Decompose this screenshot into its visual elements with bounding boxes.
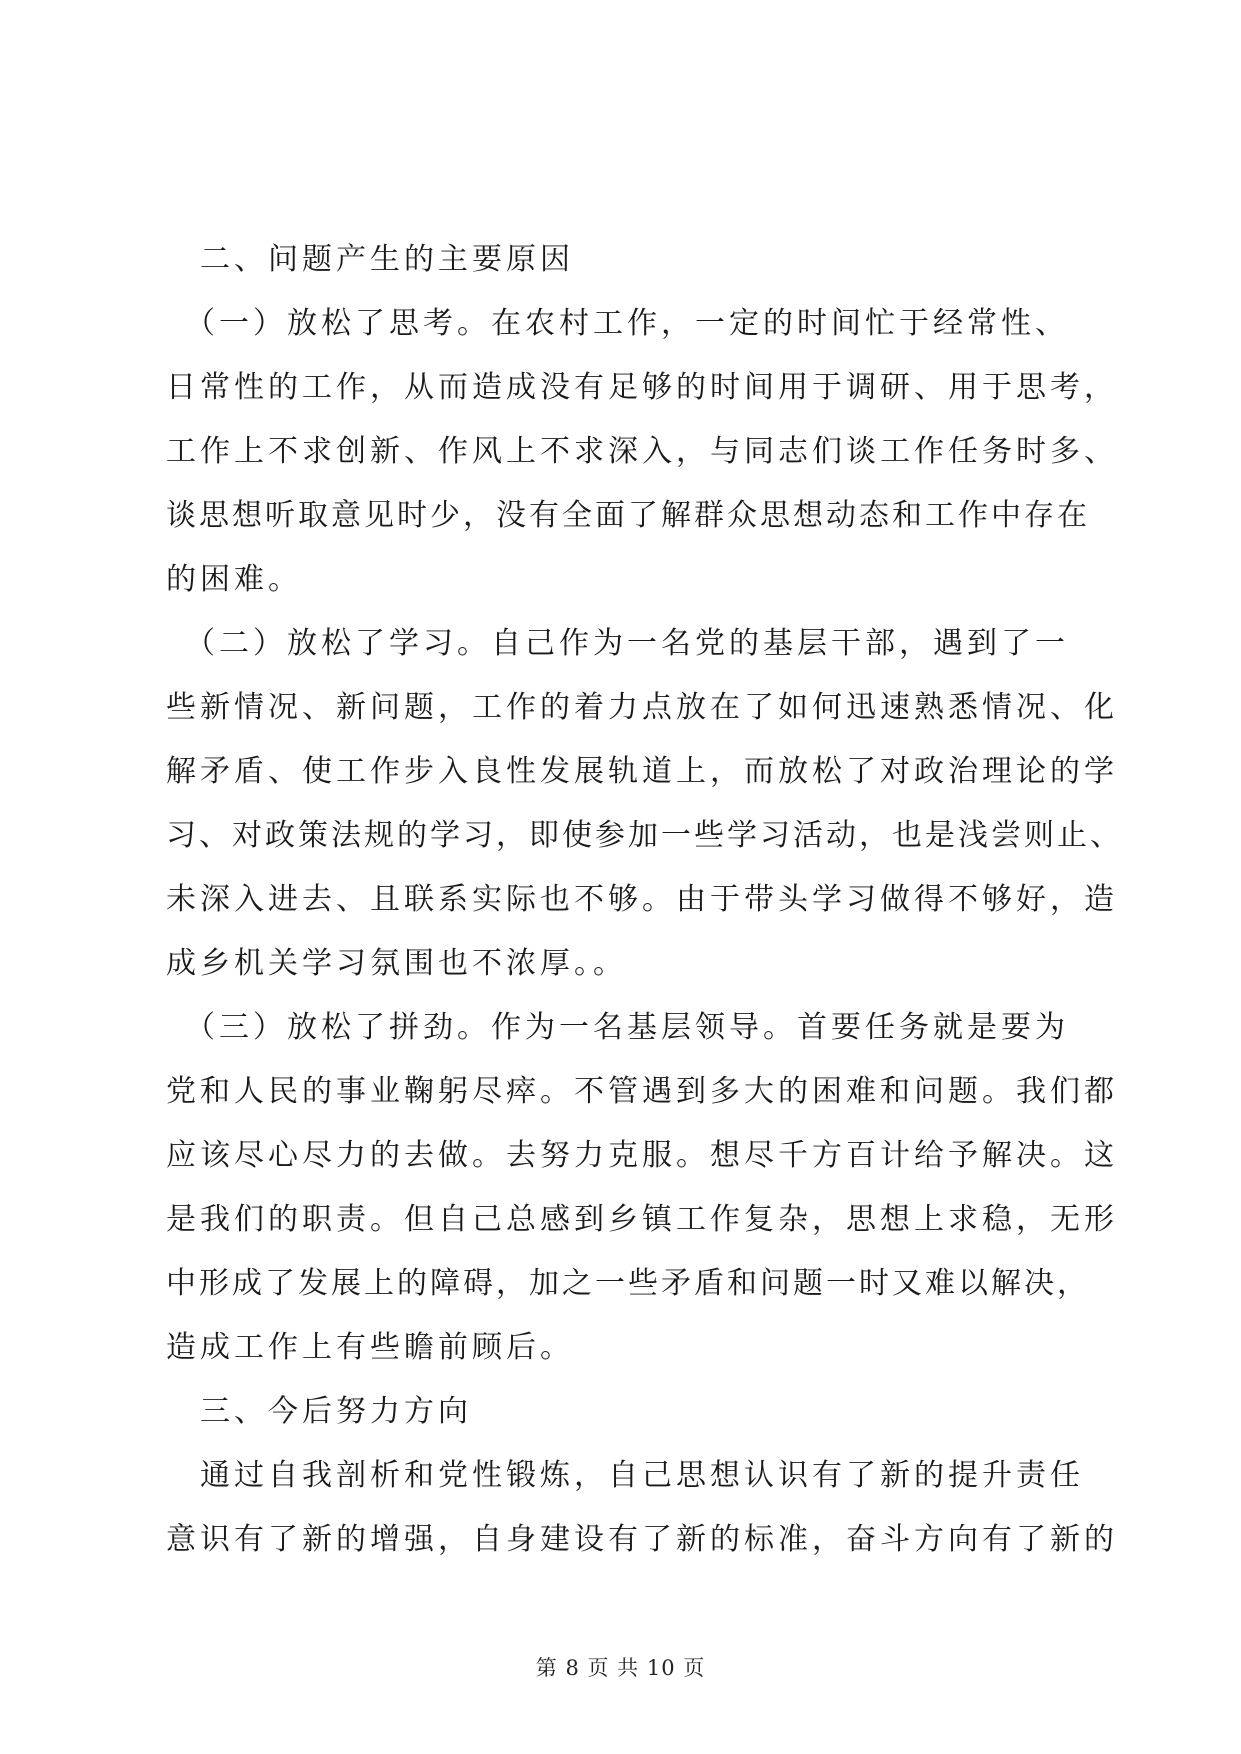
paragraph-line: 通过自我剖析和党性锻炼，自己思想认识有了新的提升责任 [166, 1458, 1084, 1493]
paragraph-line: 谈思想听取意见时少，没有全面了解群众思想动态和工作中存在 [166, 498, 1090, 533]
paragraph-line: 成乡机关学习氛围也不浓厚。。 [166, 946, 627, 981]
paragraph-line: 造成工作上有些瞻前顾后。 [166, 1330, 574, 1365]
paragraph-line: 意识有了新的增强，自身建设有了新的标准，奋斗方向有了新的 [166, 1522, 1118, 1557]
paragraph-line: （二）放松了学习。自己作为一名党的基层干部，遇到了一 [166, 626, 1069, 661]
paragraph-line: 些新情况、新问题，工作的着力点放在了如何迅速熟悉情况、化 [166, 690, 1118, 725]
paragraph-line: 解矛盾、使工作步入良性发展轨道上，而放松了对政治理论的学 [166, 754, 1118, 789]
page-number-footer: 第 8 页 共 10 页 [535, 1656, 706, 1680]
paragraph-line: 工作上不求创新、作风上不求深入，与同志们谈工作任务时多、 [166, 434, 1118, 469]
paragraph-line: （三）放松了拼劲。作为一名基层领导。首要任务就是要为 [166, 1010, 1069, 1045]
section-heading-direction: 三、今后努力方向 [166, 1394, 472, 1429]
paragraph-line: 日常性的工作，从而造成没有足够的时间用于调研、用于思考， [166, 370, 1118, 405]
section-heading-causes: 二、问题产生的主要原因 [166, 242, 574, 277]
paragraph-line: 的困难。 [166, 562, 302, 597]
paragraph-line: 是我们的职责。但自己总感到乡镇工作复杂，思想上求稳，无形 [166, 1202, 1118, 1237]
paragraph-line: （一）放松了思考。在农村工作，一定的时间忙于经常性、 [166, 306, 1069, 341]
paragraph-line: 党和人民的事业鞠躬尽瘁。不管遇到多大的困难和问题。我们都 [166, 1074, 1118, 1109]
document-body [166, 228, 1123, 1572]
paragraph-line: 未深入进去、且联系实际也不够。由于带头学习做得不够好，造 [166, 882, 1118, 917]
paragraph-line: 习、对政策法规的学习，即使参加一些学习活动，也是浅尝则止、 [166, 818, 1123, 853]
paragraph-line: 中形成了发展上的障碍，加之一些矛盾和问题一时又难以解决， [166, 1266, 1090, 1301]
paragraph-line: 应该尽心尽力的去做。去努力克服。想尽千方百计给予解决。这 [166, 1138, 1118, 1173]
